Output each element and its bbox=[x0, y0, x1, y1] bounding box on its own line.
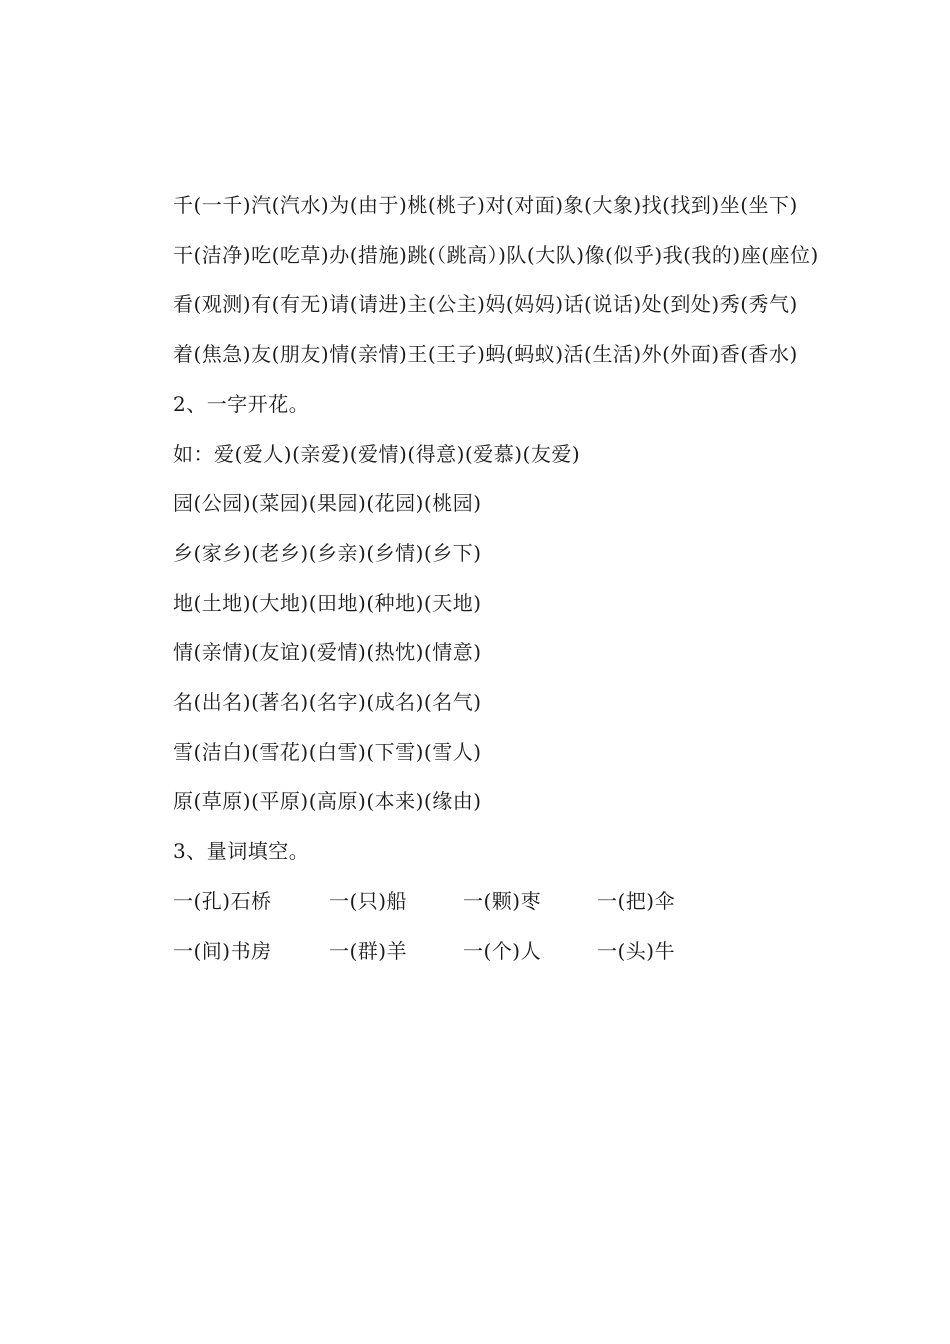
word-bloom-line-example: 如：爱(爱人)(亲爱)(爱情)(得意)(爱慕)(友爱) bbox=[173, 441, 581, 466]
measure-word-row-2 bbox=[130, 927, 830, 977]
measure-word-row-1 bbox=[130, 877, 830, 927]
word-bloom-line-xue: 雪(洁白)(雪花)(白雪)(下雪)(雪人) bbox=[173, 739, 482, 764]
paragraph-2: 干(洁净)吃(吃草)办(措施)跳(（跳高）)队(大队)像(似乎)我(我的)座(座位) bbox=[173, 242, 819, 267]
word-bloom-line-qing: 情(亲情)(友谊)(爱情)(热忱)(情意) bbox=[173, 640, 482, 665]
section-2-heading: 2、一字开花。 bbox=[173, 391, 310, 416]
measure-word-item: 一(群)羊 bbox=[329, 938, 408, 963]
measure-word-item: 一(个)人 bbox=[463, 938, 542, 963]
word-bloom-line-di: 地(土地)(大地)(田地)(种地)(天地) bbox=[173, 590, 482, 615]
measure-word-item: 一(间)书房 bbox=[173, 938, 272, 963]
document-content bbox=[130, 181, 830, 976]
measure-word-item: 一(颗)枣 bbox=[463, 888, 542, 913]
measure-word-item: 一(孔)石桥 bbox=[173, 888, 272, 913]
word-bloom-line-xiang: 乡(家乡)(老乡)(乡亲)(乡情)(乡下) bbox=[173, 540, 482, 565]
word-bloom-line-yuan: 园(公园)(菜园)(果园)(花园)(桃园) bbox=[173, 491, 482, 516]
paragraph-4: 着(焦急)友(朋友)情(亲情)王(王子)蚂(蚂蚁)活(生活)外(外面)香(香水) bbox=[173, 342, 798, 367]
section-3-heading: 3、量词填空。 bbox=[173, 839, 310, 864]
word-bloom-line-yuan2: 原(草原)(平原)(高原)(本来)(缘由) bbox=[173, 789, 482, 814]
measure-word-item: 一(把)伞 bbox=[597, 888, 676, 913]
word-bloom-line-ming: 名(出名)(著名)(名字)(成名)(名气) bbox=[173, 690, 482, 715]
paragraph-3: 看(观测)有(有无)请(请进)主(公主)妈(妈妈)话(说话)处(到处)秀(秀气) bbox=[173, 292, 798, 317]
measure-word-item: 一(只)船 bbox=[329, 888, 408, 913]
paragraph-1: 千(一千)汽(汽水)为(由于)桃(桃子)对(对面)象(大象)找(找到)坐(坐下) bbox=[173, 193, 798, 217]
measure-word-item: 一(头)牛 bbox=[597, 938, 676, 963]
